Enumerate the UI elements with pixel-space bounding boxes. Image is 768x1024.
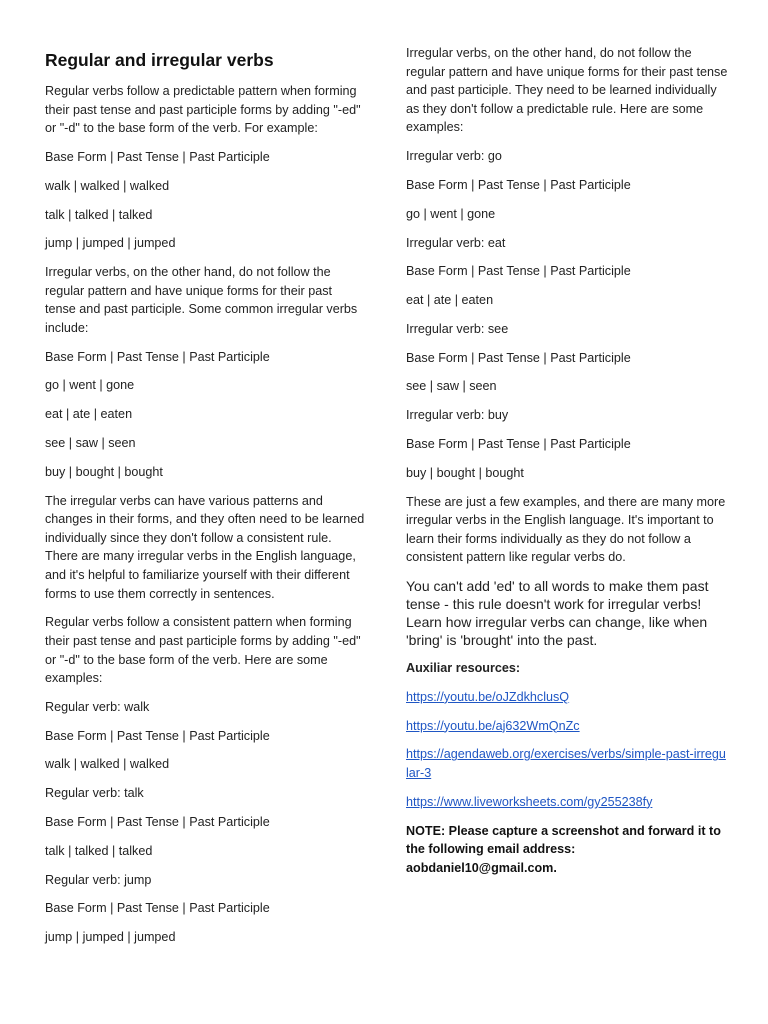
verb-label: Regular verb: walk — [45, 699, 150, 714]
right-column — [406, 44, 728, 877]
table-header: Base Form | Past Tense | Past Participle — [406, 177, 631, 192]
patterns-paragraph: The irregular verbs can have various patterns and changes in their forms, and they often need to be learned individually since they don't follow a consistent rule. There are many irregular verbs in the English language, and it's helpful to familiarize yourself with their different forms to use them correctly in sentences. — [45, 493, 365, 601]
verb-forms: jump | jumped | jumped — [45, 930, 176, 945]
irregular-example: buy | bought | bought — [45, 464, 163, 479]
verb-label: Irregular verb: eat — [406, 235, 506, 250]
resources-label: Auxiliar resources: — [406, 661, 521, 676]
regular-example: jump | jumped | jumped — [45, 236, 176, 251]
verb-label: Irregular verb: go — [406, 149, 502, 164]
verb-forms: go | went | gone — [406, 206, 496, 221]
email-note: NOTE: Please capture a screenshot and forward it to the following email address: aobdaniel10@gmail.com. — [406, 823, 721, 875]
verb-label: Irregular verb: buy — [406, 408, 509, 423]
irregular-example: go | went | gone — [45, 378, 135, 393]
ed-rule-note: You can't add 'ed' to all words to make them past tense - this rule doesn't work for irregular verbs! Learn how irregular verbs can change, like when 'bring' is 'brought' into the past. — [406, 578, 709, 649]
regular-example: walk | walked | walked — [45, 178, 170, 193]
verb-label: Irregular verb: see — [406, 321, 509, 336]
table-header: Base Form | Past Tense | Past Participle — [45, 349, 270, 364]
resource-link-liveworksheets[interactable]: https://www.liveworksheets.com/gy255238fy — [406, 794, 653, 809]
verb-forms: talk | talked | talked — [45, 843, 153, 858]
resource-link-youtube-1[interactable]: https://youtu.be/oJZdkhclusQ — [406, 689, 570, 704]
verb-forms: see | saw | seen — [406, 379, 497, 394]
few-examples-paragraph: These are just a few examples, and there are many more irregular verbs in the English language. It's important to learn their forms individually as they do not follow a consistent pattern like regular verbs do. — [406, 494, 726, 565]
resource-link-youtube-2[interactable]: https://youtu.be/aj632WmQnZc — [406, 718, 580, 733]
table-header: Base Form | Past Tense | Past Participle — [406, 436, 631, 451]
irregular-paragraph: Irregular verbs, on the other hand, do not follow the regular pattern and have unique forms for their past tense and past participle. They need to be learned individually as they don't follow a predictable rule. Here are some examples: — [406, 46, 728, 135]
regular-example: talk | talked | talked — [45, 207, 153, 222]
irregular-example: eat | ate | eaten — [45, 407, 133, 422]
irregular-example: see | saw | seen — [45, 436, 136, 450]
page-title: Regular and irregular verbs — [45, 50, 274, 70]
verb-forms: eat | ate | eaten — [406, 293, 494, 308]
table-header: Base Form | Past Tense | Past Participle — [45, 901, 270, 916]
table-header: Base Form | Past Tense | Past Participle — [45, 149, 270, 164]
table-header: Base Form | Past Tense | Past Participle — [45, 815, 270, 829]
table-header: Base Form | Past Tense | Past Participle — [406, 350, 631, 365]
verb-forms: walk | walked | walked — [45, 757, 170, 772]
verb-forms: buy | bought | bought — [406, 465, 524, 480]
regular-paragraph: Regular verbs follow a consistent pattern when forming their past tense and past participle forms by adding "-ed" or "-d" to the base form of the verb. Here are some examples: — [45, 615, 361, 686]
regular-intro: Regular verbs follow a predictable pattern when forming their past tense and past participle forms by adding "-ed" or "-d" to the base form of the verb. For example: — [45, 84, 361, 136]
table-header: Base Form | Past Tense | Past Participle — [45, 728, 270, 743]
verb-label: Regular verb: jump — [45, 872, 152, 887]
resource-link-agendaweb[interactable]: https://agendaweb.org/exercises/verbs/simple-past-irregular-3 — [406, 747, 726, 781]
verb-label: Regular verb: talk — [45, 786, 144, 801]
left-column — [45, 44, 365, 957]
table-header: Base Form | Past Tense | Past Participle — [406, 264, 631, 279]
irregular-intro: Irregular verbs, on the other hand, do not follow the regular pattern and have unique forms for their past tense and past participle. Some common irregular verbs include: — [45, 265, 358, 335]
